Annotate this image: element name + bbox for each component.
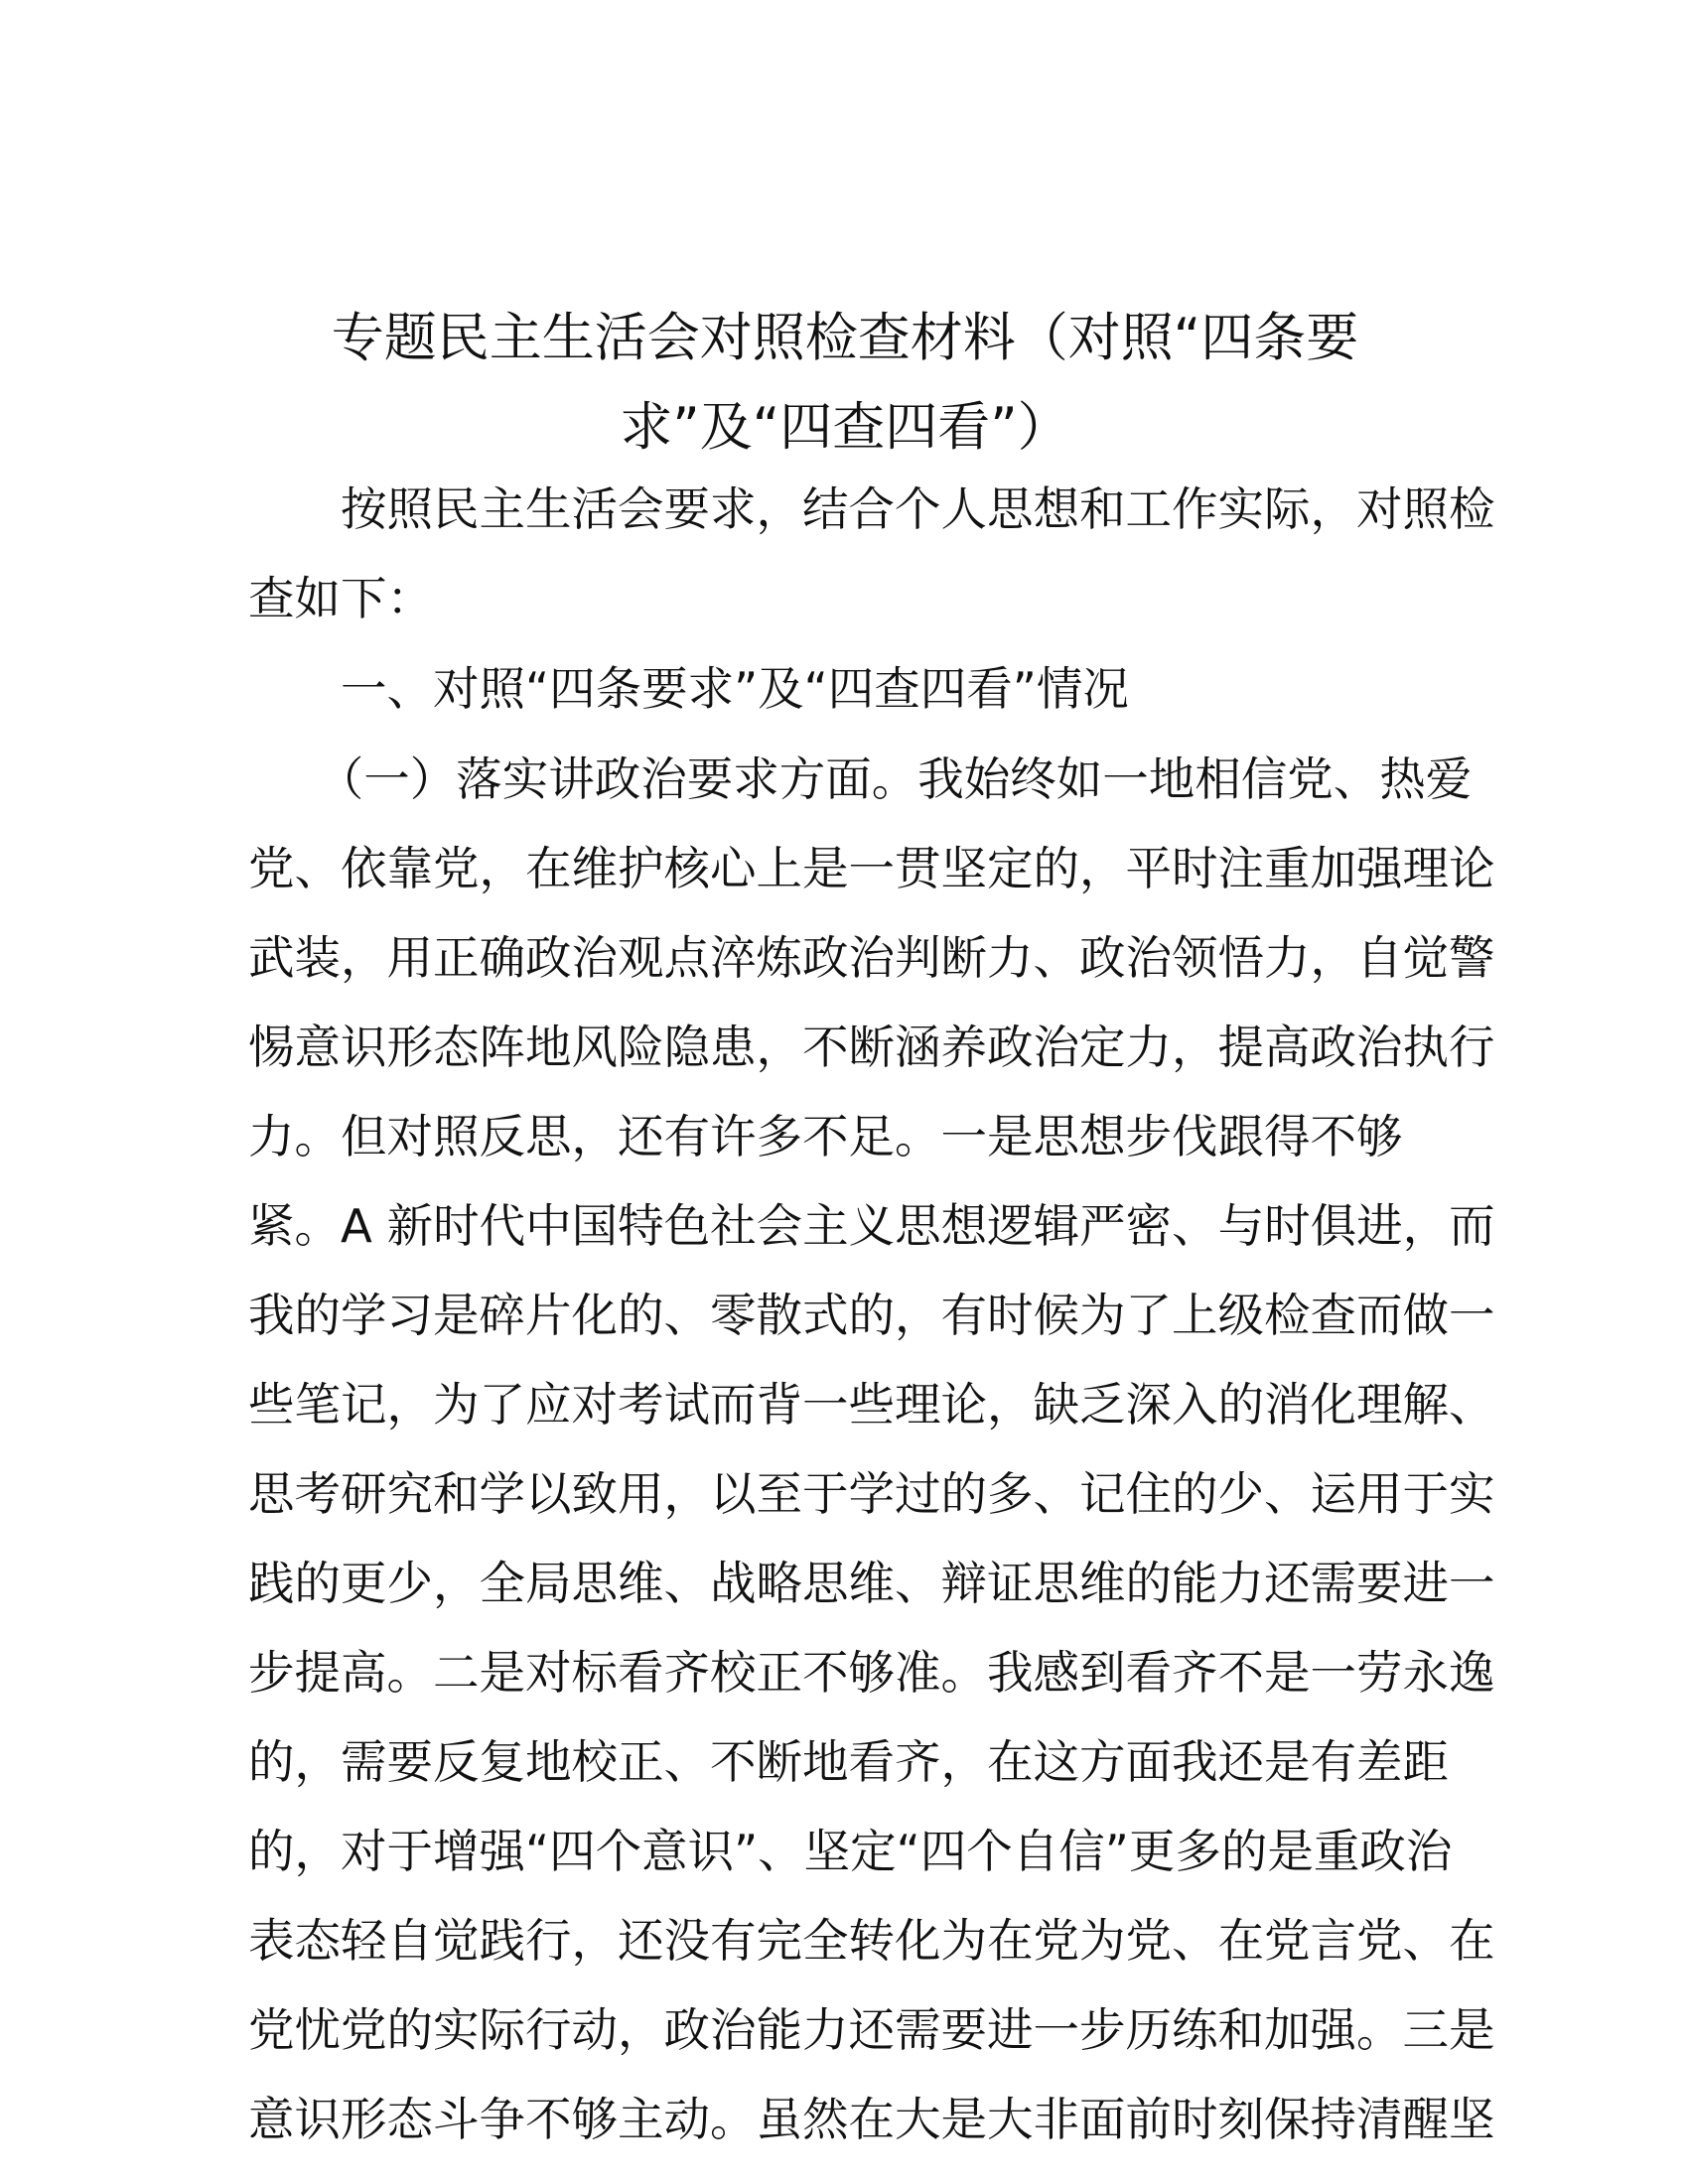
paragraph-line: 武装，用正确政治观点淬炼政治判断力、政治领悟力，自觉警 — [248, 931, 1495, 985]
section-heading-text: 一、对照“四条要求”及“四查四看”情况 — [248, 662, 1129, 716]
body-paragraph — [248, 735, 1495, 2164]
intro-line: 按照民主生活会要求，结合个人思想和工作实际，对照检 — [248, 482, 1495, 536]
paragraph-line: 惕意识形态阵地风险隐患，不断涵养政治定力，提高政治执行 — [248, 1021, 1495, 1074]
paragraph-line: （一）落实讲政治要求方面。我始终如一地相信党、热爱 — [248, 752, 1473, 806]
title-line-2: 求”及“四查四看”） — [620, 397, 1070, 458]
section-heading — [248, 644, 1440, 734]
paragraph-line: 表态轻自觉践行，还没有完全转化为在党为党、在党言党、在 — [248, 1914, 1495, 1968]
title-line-1: 专题民主生活会对照检查材料（对照“四条要 — [331, 308, 1359, 368]
paragraph-line: 的，需要反复地校正、不断地看齐，在这方面我还是有差距 — [248, 1735, 1449, 1789]
intro-paragraph — [248, 465, 1495, 643]
document-title — [244, 294, 1446, 473]
paragraph-line: 我的学习是碎片化的、零散式的，有时候为了上级检查而做一 — [248, 1289, 1495, 1342]
paragraph-line: 力。但对照反思，还有许多不足。一是思想步伐跟得不够 — [248, 1110, 1403, 1163]
paragraph-line: 意识形态斗争不够主动。虽然在大是大非面前时刻保持清醒坚 — [248, 2093, 1495, 2146]
paragraph-line: 的，对于增强“四个意识”、坚定“四个自信”更多的是重政治 — [248, 1825, 1453, 1878]
paragraph-line: 紧。A 新时代中国特色社会主义思想逻辑严密、与时俱进，而 — [248, 1199, 1495, 1253]
paragraph-line: 党、依靠党，在维护核心上是一贯坚定的，平时注重加强理论 — [248, 842, 1495, 895]
paragraph-line: 些笔记，为了应对考试而背一些理论，缺乏深入的消化理解、 — [248, 1378, 1495, 1432]
paragraph-line: 党忧党的实际行动，政治能力还需要进一步历练和加强。三是 — [248, 2003, 1495, 2057]
paragraph-line: 思考研究和学以致用，以至于学过的多、记住的少、运用于实 — [248, 1467, 1495, 1521]
paragraph-line: 践的更少，全局思维、战略思维、辩证思维的能力还需要进一 — [248, 1557, 1495, 1610]
paragraph-line: 步提高。二是对标看齐校正不够准。我感到看齐不是一劳永逸 — [248, 1646, 1495, 1700]
intro-line: 查如下： — [248, 572, 433, 625]
